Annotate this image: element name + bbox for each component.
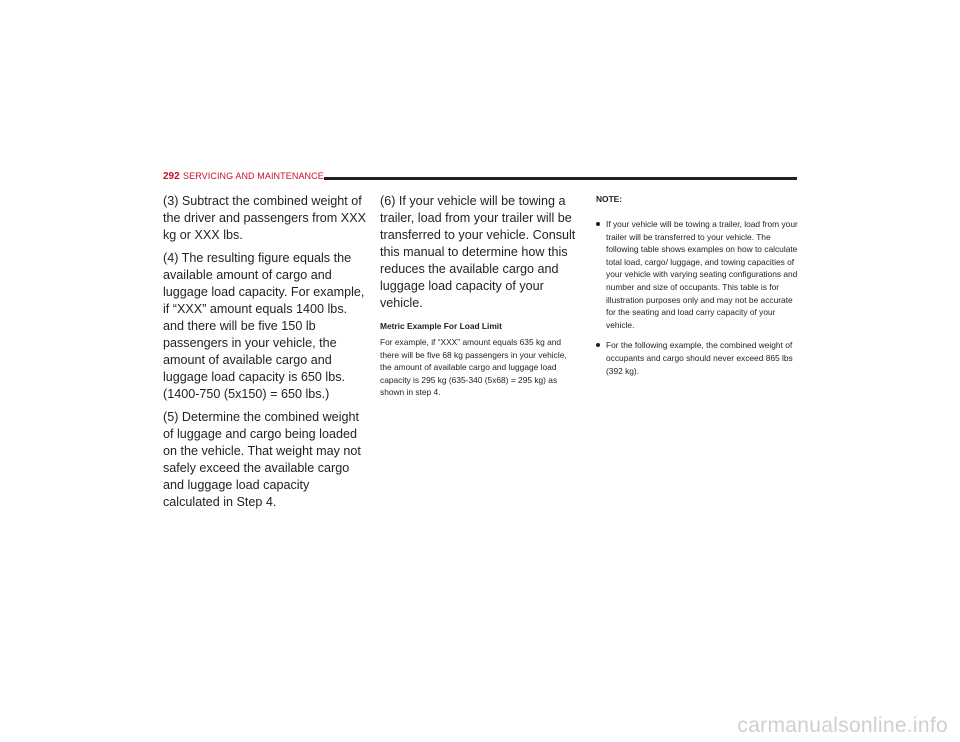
column-right bbox=[596, 193, 801, 385]
note-bullet-text: For the following example, the combined weight of occupants and cargo should never exceed 865 lbs (392 kg). bbox=[606, 340, 793, 376]
note-bullet-item bbox=[596, 218, 801, 331]
step-3-paragraph: (3) Subtract the combined weight of the driver and passengers from XXX kg or XXX lbs. bbox=[163, 194, 367, 242]
column-left bbox=[163, 193, 367, 517]
column-middle bbox=[380, 193, 580, 399]
metric-example-heading: Metric Example For Load Limit bbox=[380, 321, 502, 331]
bullet-icon bbox=[596, 343, 600, 347]
step-5-paragraph: (5) Determine the combined weight of luggage and cargo being loaded on the vehicle. That weight may not safely exceed the available cargo and luggage load capacity calculated in Step 4. bbox=[163, 410, 361, 509]
watermark: carmanualsonline.info bbox=[737, 714, 948, 737]
header-rule bbox=[324, 177, 797, 180]
page-number: 292 bbox=[163, 171, 180, 182]
metric-example-text: For example, if “XXX” amount equals 635 kg and there will be five 68 kg passengers in your vehicle, the amount of available cargo and luggage load capacity is 295 kg (635-340 (5x68) = 295 kg) as shown in step 4. bbox=[380, 337, 567, 398]
page-header bbox=[163, 171, 797, 185]
note-bullet-text: If your vehicle will be towing a trailer, load from your trailer will be transferred to your vehicle. The following table shows examples on how to calculate total load, cargo/ luggage, and towing capacities of your vehicle with varying seating configurations and number and size of occupants. This table is for illustration purposes only and may not be accurate for the seating and load carry capacity of your vehicle. bbox=[606, 219, 798, 330]
step-6-paragraph: (6) If your vehicle will be towing a trailer, load from your trailer will be transferred to your vehicle. Consult this manual to determine how this reduces the available cargo and luggage load capacity of your vehicle. bbox=[380, 194, 576, 310]
section-title: SERVICING AND MAINTENANCE bbox=[183, 171, 324, 181]
note-label: NOTE: bbox=[596, 194, 623, 204]
note-bullet-item bbox=[596, 339, 801, 377]
step-4-paragraph: (4) The resulting figure equals the available amount of cargo and luggage load capacity. For example, if “XXX” amount equals 1400 lbs. and there will be five 150 lb passengers in your vehicle, the amount of available cargo and luggage load capacity is 650 lbs. (1400-750 (5x150) = 650 lbs.) bbox=[163, 251, 365, 401]
bullet-icon bbox=[596, 222, 600, 226]
